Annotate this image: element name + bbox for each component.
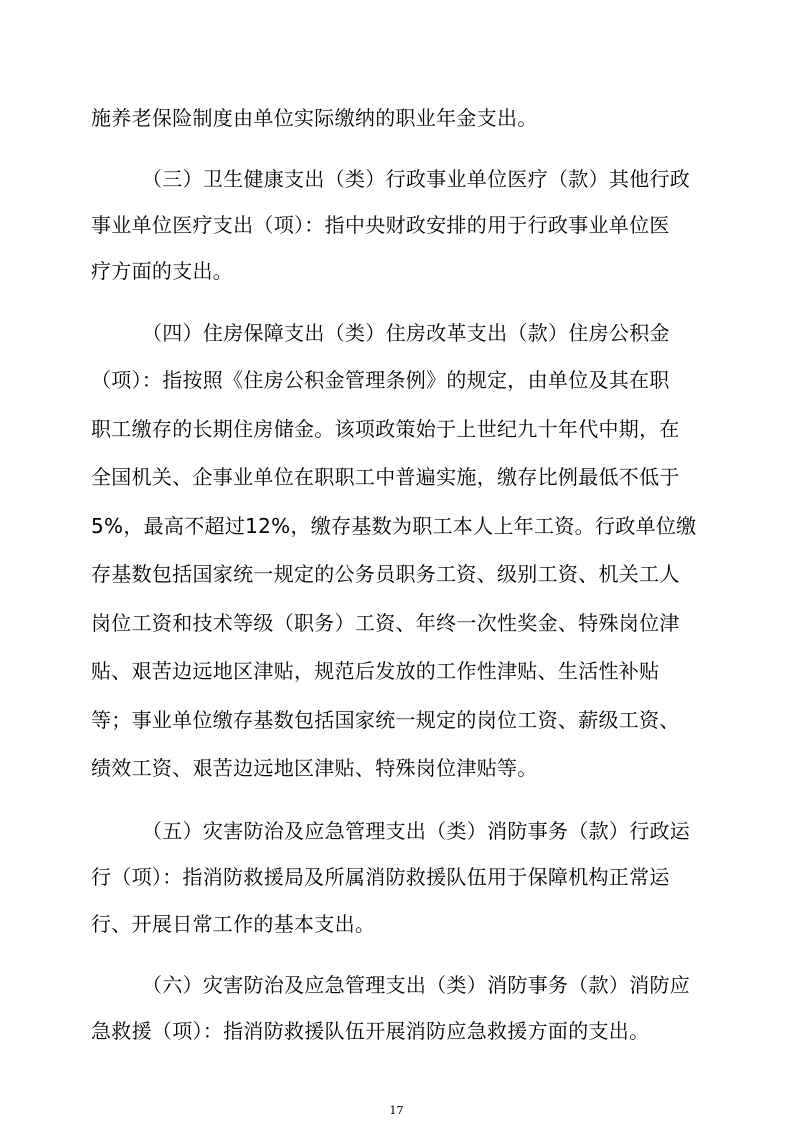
text-line-12: 贴、艰苦边远地区津贴，规范后发放的工作性津贴、生活性补贴 [91, 659, 660, 683]
page-number: 17 [389, 1104, 404, 1117]
text-line-6: （项）：指按照《住房公积金管理条例》的规定，由单位及其在职 [91, 368, 670, 392]
text-line-16: 行（项）：指消防救援局及所属消防救援队伍用于保障机构正常运 [91, 865, 670, 889]
text-line-18: （六）灾害防治及应急管理支出（类）消防事务（款）消防应 [142, 973, 691, 997]
text-line-8: 全国机关、企事业单位在职职工中普遍实施，缴存比例最低不低于 [91, 465, 680, 489]
text-line-13: 等；事业单位缴存基数包括国家统一规定的岗位工资、薪级工资、 [91, 708, 680, 732]
text-line-7: 职工缴存的长期住房储金。该项政策始于上世纪九十年代中期，在 [91, 417, 680, 441]
text-line-1: 施养老保险制度由单位实际缴纳的职业年金支出。 [91, 106, 538, 130]
text-line-14: 绩效工资、艰苦边远地区津贴、特殊岗位津贴等。 [91, 756, 538, 780]
text-line-2: （三）卫生健康支出（类）行政事业单位医疗（款）其他行政 [142, 167, 691, 191]
text-line-19: 急救援（项）：指消防救援队伍开展消防应急救援方面的支出。 [91, 1019, 650, 1043]
text-line-10: 存基数包括国家统一规定的公务员职务工资、级别工资、机关工人 [91, 562, 680, 586]
text-line-3: 事业单位医疗支出（项）：指中央财政安排的用于行政事业单位医 [91, 213, 670, 237]
text-line-9: 5%，最高不超过12%，缴存基数为职工本人上年工资。行政单位缴 [91, 514, 697, 538]
text-line-11: 岗位工资和技术等级（职务）工资、年终一次性奖金、特殊岗位津 [91, 611, 680, 635]
text-line-5: （四）住房保障支出（类）住房改革支出（款）住房公积金 [142, 321, 670, 345]
text-line-17: 行、开展日常工作的基本支出。 [91, 912, 376, 936]
text-line-4: 疗方面的支出。 [91, 259, 234, 283]
text-line-15: （五）灾害防治及应急管理支出（类）消防事务（款）行政运 [142, 819, 691, 843]
